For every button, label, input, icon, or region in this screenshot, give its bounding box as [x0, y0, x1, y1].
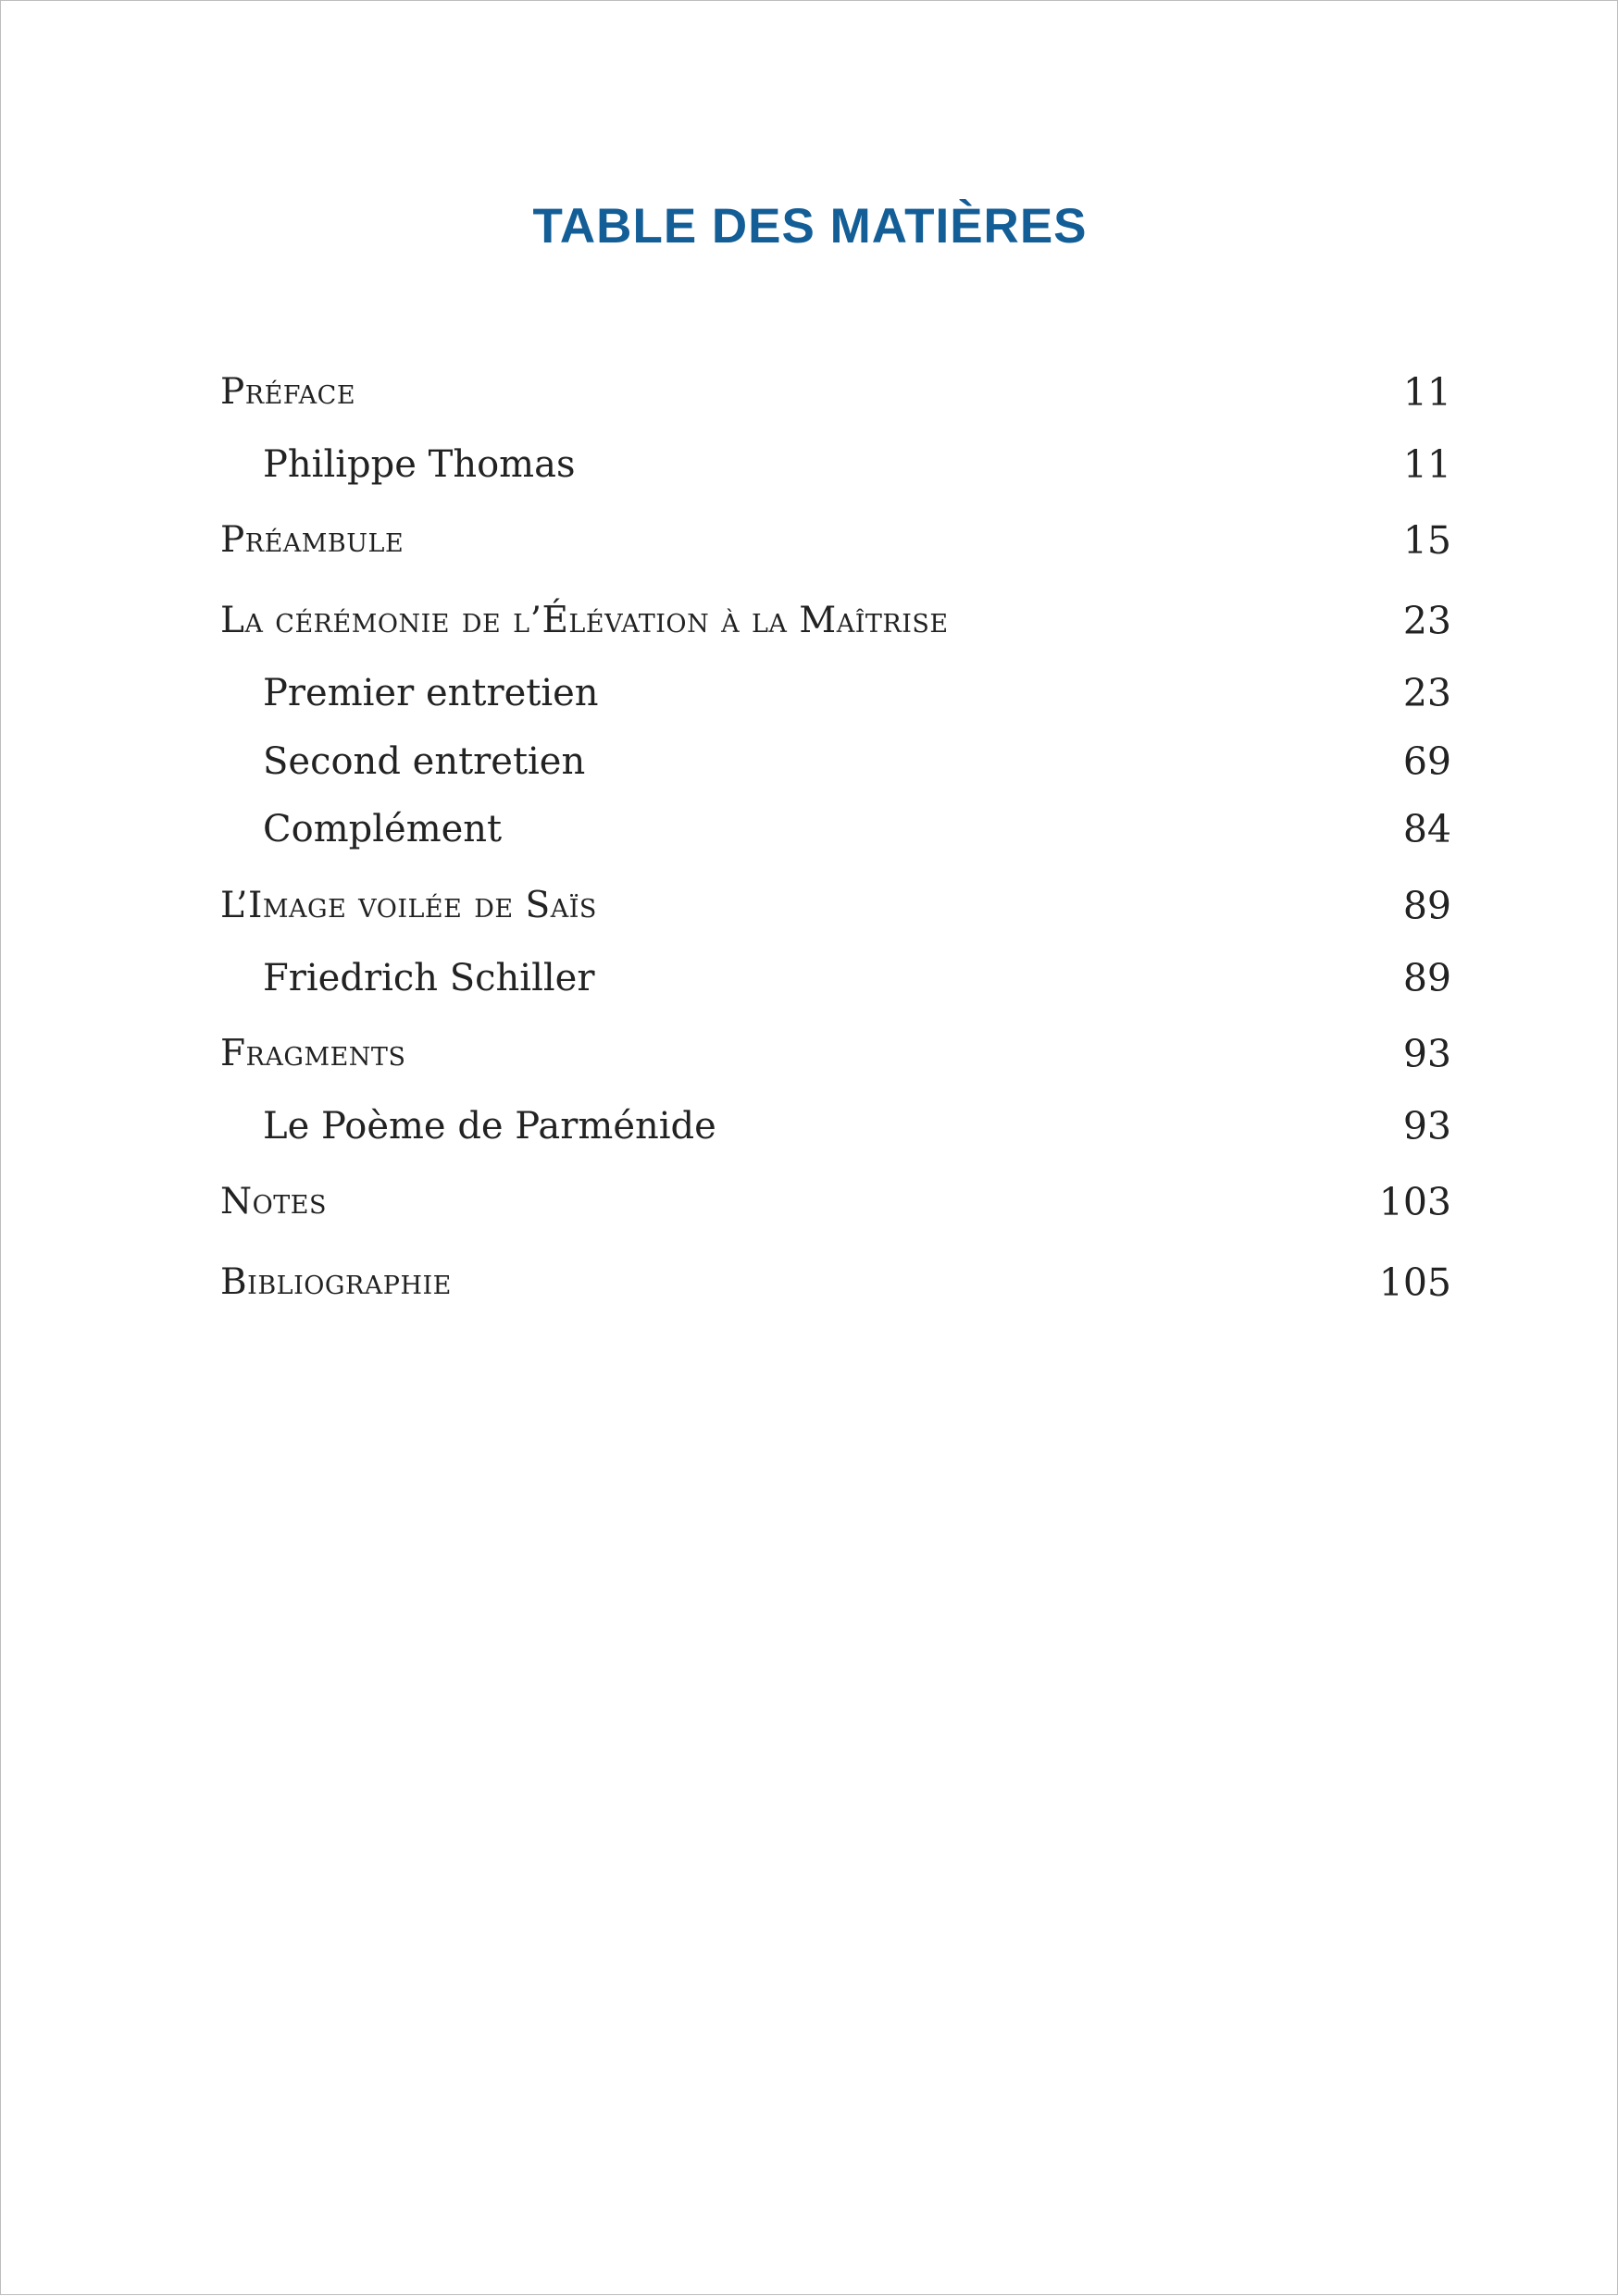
toc-entry-label: Notes [220, 1181, 327, 1222]
toc-entry-complement[interactable] [220, 801, 1451, 857]
toc-entry-page: 103 [1378, 1180, 1451, 1224]
toc-entry-label: La cérémonie de l’Élévation à la Maîtrise [220, 600, 949, 641]
toc-entry-preface[interactable] [220, 365, 1451, 420]
toc-entry-bibliographie[interactable] [220, 1255, 1451, 1310]
toc-entry-label: Fragments [220, 1033, 406, 1074]
toc-entry-label: Second entretien [263, 740, 586, 783]
toc-entry-label: Bibliographie [220, 1261, 452, 1303]
toc-entry-page: 84 [1402, 807, 1451, 851]
toc-entry-label: Philippe Thomas [263, 443, 576, 486]
toc-entry-notes[interactable] [220, 1174, 1451, 1230]
toc-title: TABLE DES MATIÈRES [532, 199, 1088, 254]
toc-entry-label: Premier entretien [263, 672, 599, 714]
toc-entry-page: 11 [1402, 370, 1451, 415]
toc-entry-label: Préambule [220, 519, 404, 561]
toc-entry-label: Complément [263, 808, 503, 850]
toc-entry-page: 15 [1402, 518, 1451, 563]
toc-entry-page: 89 [1402, 884, 1451, 928]
toc-entry-page: 93 [1402, 1032, 1451, 1076]
toc-entry-page: 23 [1402, 671, 1451, 715]
toc-entry-page: 23 [1402, 599, 1451, 643]
toc-entry-preambule[interactable] [220, 513, 1451, 568]
toc-entry-second-entretien[interactable] [220, 734, 1451, 789]
toc-entry-page: 105 [1378, 1260, 1451, 1305]
toc-entry-page: 69 [1402, 739, 1451, 784]
toc-entry-page: 89 [1402, 956, 1451, 1000]
toc-list [220, 1, 1451, 2296]
toc-entry-philippe-thomas[interactable] [220, 437, 1451, 492]
toc-entry-label: Le Poème de Parménide [263, 1105, 716, 1148]
toc-entry-image-voilee[interactable] [220, 878, 1451, 934]
toc-entry-page: 11 [1402, 442, 1451, 487]
toc-entry-friedrich-schiller[interactable] [220, 950, 1451, 1006]
toc-entry-label: Préface [220, 371, 356, 413]
toc-entry-poeme-parmenide[interactable] [220, 1098, 1451, 1154]
toc-entry-ceremonie[interactable] [220, 593, 1451, 649]
toc-entry-label: Friedrich Schiller [263, 957, 595, 999]
toc-entry-premier-entretien[interactable] [220, 665, 1451, 721]
toc-entry-fragments[interactable] [220, 1026, 1451, 1082]
toc-entry-page: 93 [1402, 1104, 1451, 1148]
toc-entry-label: L’Image voilée de Saïs [220, 885, 597, 926]
